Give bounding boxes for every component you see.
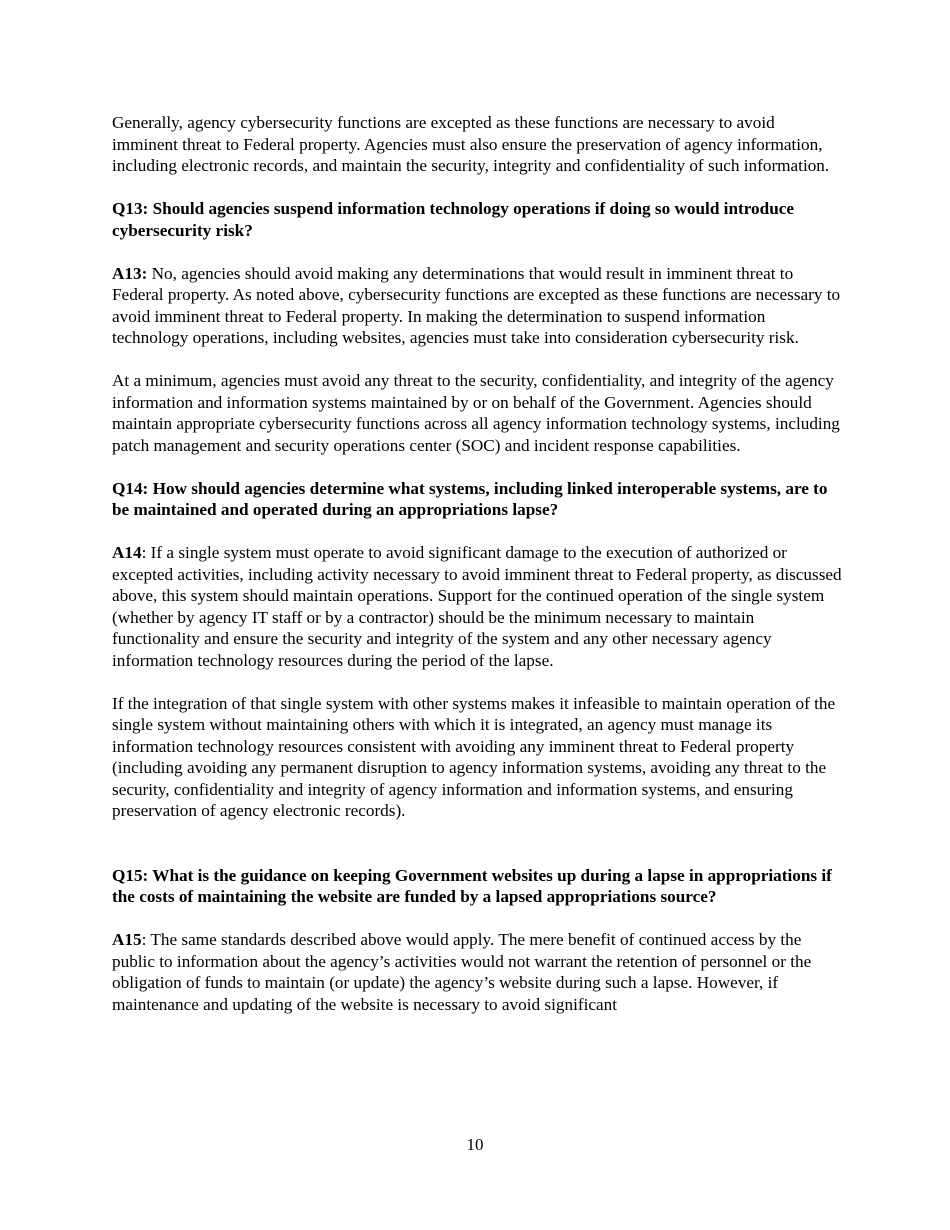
page-number: 10 (466, 1135, 484, 1154)
answer-a14-label: A14 (112, 543, 142, 562)
answer-a14 (112, 542, 842, 671)
question-q13: Q13: Should agencies suspend information technology operations if doing so would introduce cybersecurity risk? (112, 199, 795, 240)
answer-a15 (112, 929, 842, 1015)
answer-a15-label: A15 (112, 930, 142, 949)
answer-a13-text: No, agencies should avoid making any determinations that would result in imminent threat to Federal property. As noted above, cybersecurity functions are excepted as these functions are necessary to avoid imminent threat to Federal property. In making the determination to suspend information technology operations, including websites, agencies must take into consideration cybersecurity risk. (112, 263, 841, 347)
answer-a14-followup: If the integration of that single system with other systems makes it infeasible to maintain operation of the single system without maintaining others with which it is integrated, an agency must manage its information technology resources consistent with avoiding any imminent threat to Federal property (including avoiding any permanent disruption to agency information systems, avoiding any threat to the security, confidentiality and integrity of agency information and information systems, and ensuring preservation of agency electronic records). (112, 693, 836, 820)
intro-paragraph: Generally, agency cybersecurity functions are excepted as these functions are necessary to avoid imminent threat to Federal property. Agencies must also ensure the preservation of agency information, including electronic records, and maintain the security, integrity and confidentiality of such information. (112, 113, 830, 175)
answer-a13 (112, 263, 842, 349)
answer-a13-label: A13: (112, 263, 148, 283)
question-q15: Q15: What is the guidance on keeping Government websites up during a lapse in appropriations if the costs of maintaining the website are funded by a lapsed appropriations source? (112, 865, 832, 906)
document-body (112, 112, 842, 1037)
answer-a13-followup: At a minimum, agencies must avoid any threat to the security, confidentiality, and integrity of the agency information and information systems maintained by or on behalf of the Government. Agencies should maintain appropriate cybersecurity functions across all agency information technology systems, including patch management and security operations center (SOC) and incident response capabilities. (112, 371, 840, 455)
answer-a15-text: : The same standards described above would apply. The mere benefit of continued access by the public to information about the agency’s activities would not warrant the retention of personnel or the obligation of funds to maintain (or update) the agency’s website during such a lapse. However, if maintenance and updating of the website is necessary to avoid significant (112, 930, 812, 1014)
answer-a14-text: : If a single system must operate to avoid significant damage to the execution of authorized or excepted activities, including activity necessary to avoid imminent threat to Federal property, as discussed above, this system should maintain operations. Support for the continued operation of the single system (whether by agency IT staff or by a contractor) should be the minimum necessary to maintain functionality and ensure the security and integrity of the system and any other necessary agency information technology resources during the period of the lapse. (112, 543, 842, 670)
question-q14: Q14: How should agencies determine what systems, including linked interoperable systems, are to be maintained and operated during an appropriations lapse? (112, 478, 828, 519)
